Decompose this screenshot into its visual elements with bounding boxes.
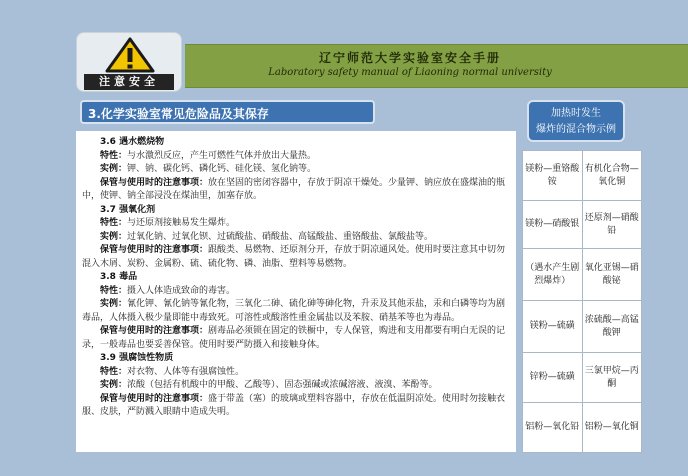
table-cell: 浓硫酸—高锰酸钾	[582, 301, 642, 353]
header-title-cn: 辽宁师范大学实验室安全手册	[318, 51, 501, 65]
safety-badge-label: 注意安全	[84, 74, 174, 90]
table-cell: 铝粉—氧化铅	[523, 403, 583, 453]
header-title-en: Laboratory safety manual of Liaoning normal university	[268, 67, 552, 78]
section-3-8-property: 特性：摄入人体造成致命的毒害。	[100, 285, 236, 296]
section-3-8-example: 实例：氰化钾、氰化钠等氰化物，三氧化二砷、硫化砷等砷化物，升汞及其他汞盐，汞和白磷等均为剧毒品，人体摄入极少量即能中毒致死。可溶性或酸溶性重金属盐以及苯胺、硝基苯等也为毒品。	[82, 299, 506, 323]
section-3-6-property: 特性：与水激烈反应，产生可燃性气体并放出大量热。	[100, 150, 317, 161]
section-3-6-precaution: 保管与使用时的注意事项：放在坚固的密闭容器中，存放于阴凉干燥处。少量钾、钠应放在盛煤油的瓶中，使钾、钠全部浸没在煤油里，加塞存放。	[82, 177, 506, 201]
section-3-7-heading: 3.7 强氧化剂	[100, 204, 156, 215]
table-row	[523, 353, 642, 403]
section-3-8-heading: 3.8 毒品	[100, 272, 138, 282]
table-cell: 还原剂—硝酸铅	[582, 201, 642, 249]
section-3-9-example: 实例：浓酸（包括有机酸中的甲酸、乙酸等）、固态强碱或浓碱溶液、液溴、苯酚等。	[100, 380, 438, 390]
sidebar-title	[527, 100, 625, 142]
warning-triangle-icon	[105, 37, 155, 73]
section-3-6-example: 实例：钾、钠、碳化钙、磷化钙、硅化镁、氢化钠等。	[100, 164, 317, 174]
sidebar-title-line1: 加热时发生	[551, 108, 601, 119]
section-title: 3.化学实验室常见危险品及其保存	[80, 100, 375, 124]
safety-badge	[76, 32, 182, 92]
table-cell: 有机化合物—氧化铜	[582, 151, 642, 201]
table-cell: 三氯甲烷—丙酮	[582, 353, 642, 403]
section-3-7-precaution: 保管与使用时的注意事项：跟酸类、易燃物、还原剂分开，存放于阴凉通风处。使用时要注意其中切勿混入木屑、炭粉、金属粉、硫、硫化物、磷、油脂、塑料等易燃物。	[82, 245, 506, 269]
main-content	[76, 131, 516, 452]
table-cell: 锌粉—硫磺	[523, 353, 583, 403]
table-cell: 镁粉—硝酸银	[523, 201, 583, 249]
section-3-9-property: 特性：对衣物、人体等有强腐蚀性。	[100, 366, 245, 377]
section-3-9-precaution: 保管与使用时的注意事项：盛于带盖（塞）的玻璃或塑料容器中，存放在低温阴凉处。使用时勿接触衣服、皮肤，严防溅入眼睛中造成失明。	[82, 393, 506, 417]
section-3-7-property: 特性：与还原剂接触易发生爆炸。	[100, 218, 236, 228]
table-row	[523, 201, 642, 249]
section-3-8-precaution: 保管与使用时的注意事项：剧毒品必须锁在固定的铁橱中，专人保管，购进和支用都要有明白无误的记录，一般毒品也要妥善保管。使用时要严防摄入和接触身体。	[82, 326, 506, 350]
table-cell: （遇水产生剧烈爆炸）	[523, 249, 583, 301]
header-banner	[185, 44, 688, 88]
table-cell: 镁粉—重铬酸铵	[523, 151, 583, 201]
sidebar-title-line2: 爆炸的混合物示例	[536, 124, 616, 135]
explosive-mixtures-table	[522, 150, 642, 453]
table-row	[523, 249, 642, 301]
section-3-7-example: 实例：过氧化钠、过氧化钡、过硫酸盐、硝酸盐、高锰酸盐、重铬酸盐、氯酸盐等。	[100, 231, 434, 242]
table-row	[523, 403, 642, 453]
section-3-9-heading: 3.9 强腐蚀性物质	[100, 353, 174, 363]
table-cell: 铝粉—氧化铜	[582, 403, 642, 453]
section-3-6-heading: 3.6 遇水燃烧物	[100, 137, 165, 147]
table-row	[523, 151, 642, 201]
table-row	[523, 301, 642, 353]
table-cell: 氧化亚锡—硝酸铋	[582, 249, 642, 301]
table-cell: 镁粉—硫磺	[523, 301, 583, 353]
